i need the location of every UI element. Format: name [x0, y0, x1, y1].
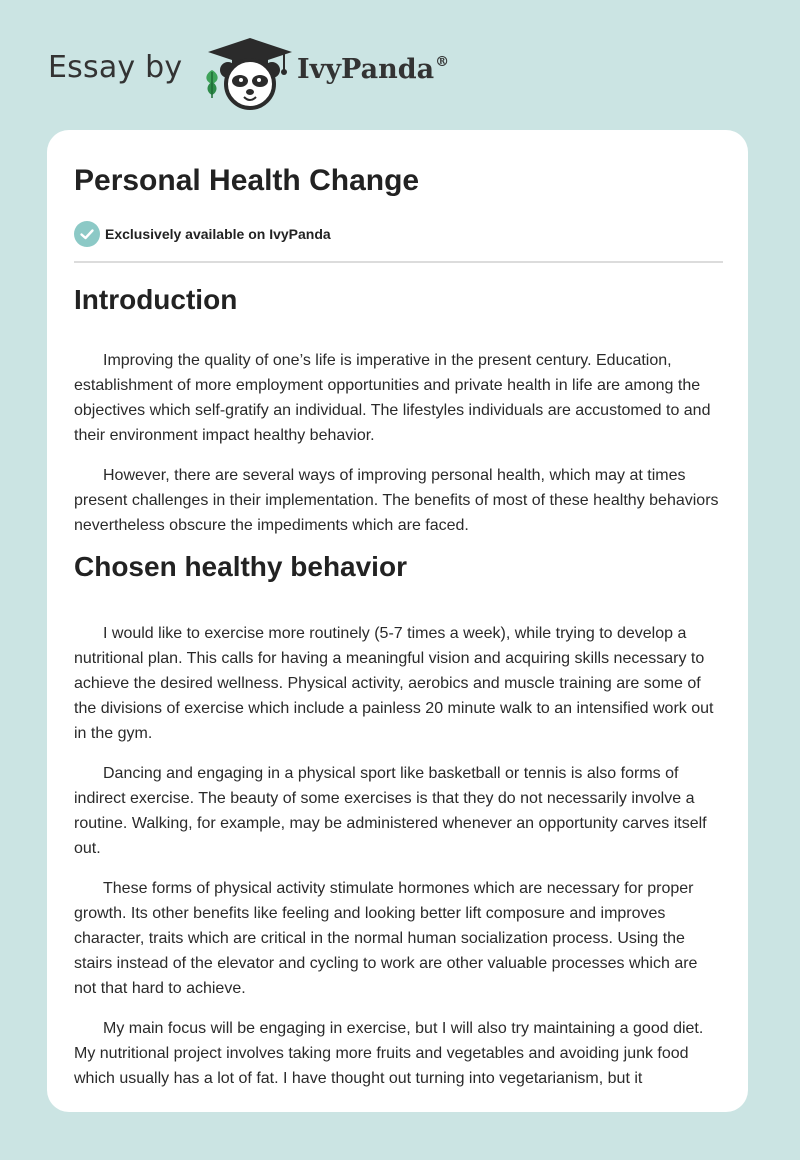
exclusive-badge — [74, 221, 331, 247]
panda-logo-icon[interactable] — [206, 36, 294, 110]
paragraph: Improving the quality of one’s life is imperative in the present century. Education, establishment of more employment opportunities and private health in life are among the objectives which self-gratify an individual. The lifestyles individuals are accustomed to and their environment impact healthy behavior. — [74, 352, 711, 444]
title-divider — [74, 261, 723, 263]
paragraph: I would like to exercise more routinely (5-7 times a week), while trying to develop a nutritional plan. This calls for having a meaningful vision and acquiring skills necessary to achieve the desired wellness. Physical activity, aerobics and muscle training are some of the divisions of exercise which include a painless 20 minute walk to an intensified work out in the gym. — [74, 625, 714, 742]
badge-label: Exclusively available on IvyPanda — [105, 226, 331, 242]
article-body — [74, 282, 723, 1091]
registered-mark: ® — [435, 54, 450, 70]
paragraph: My main focus will be engaging in exercise, but I will also try maintaining a good diet. My nutritional project involves taking more fruits and vegetables and avoiding junk food which usually has a lot of fat. I have thought out turning into vegetarianism, but it — [74, 1020, 704, 1087]
section-heading-chosen-healthy-behavior: Chosen healthy behavior — [74, 551, 407, 582]
paragraph: These forms of physical activity stimulate hormones which are necessary for proper growth. Its other benefits like feeling and looking better lift composure and improves character, traits which are critical in the normal human socialization process. Using the stairs instead of the elevator and cycling to work are other valuable processes which are not that hard to achieve. — [74, 880, 698, 997]
page-title: Personal Health Change — [74, 164, 420, 197]
paragraph: Dancing and engaging in a physical sport like basketball or tennis is also forms of indirect exercise. The beauty of some exercises is that they do not necessarily involve a routine. Walking, for example, may be administered whenever an opportunity carves itself out. — [74, 765, 707, 857]
section-heading-introduction: Introduction — [74, 284, 238, 315]
article-card — [47, 130, 748, 1112]
brand-name[interactable]: IvyPanda® — [297, 54, 450, 85]
site-header — [48, 34, 748, 114]
essay-by-label: Essay by — [48, 50, 183, 85]
paragraph: However, there are several ways of improving personal health, which may at times present challenges in their implementation. The benefits of most of these healthy behaviors nevertheless obscure the impediments which are faced. — [74, 467, 719, 534]
check-circle-icon — [74, 221, 100, 247]
